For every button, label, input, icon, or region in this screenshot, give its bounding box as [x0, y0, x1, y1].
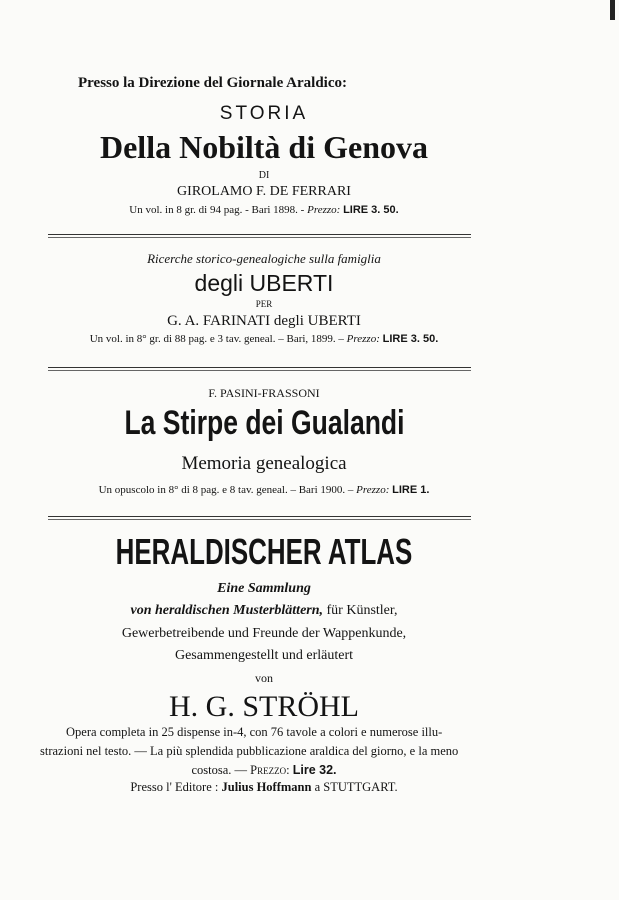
desc-text: costosa. —	[191, 763, 248, 777]
price: Lire 32.	[292, 763, 337, 777]
price-label: Prezzo:	[307, 204, 341, 216]
price-label: Prezzo:	[346, 333, 380, 345]
title-text: HERALDISCHER ATLAS	[115, 531, 413, 572]
subtitle: Ricerche storico-genealogiche sulla famiglia	[147, 251, 381, 266]
subtitle: Memoria genealogica	[181, 453, 347, 474]
divider	[48, 367, 471, 371]
description-line1: Opera completa in 25 dispense in-4, con 76 tavole a colori e numerose illu-	[66, 725, 443, 739]
book-details	[48, 334, 480, 345]
book-title	[48, 531, 480, 572]
description-line3	[48, 764, 480, 777]
title-text: La Stirpe dei Gualandi	[124, 404, 404, 442]
book-title: degli UBERTI	[194, 270, 334, 296]
book-details	[48, 485, 480, 496]
divider	[48, 516, 471, 520]
price: LIRE 1.	[392, 484, 430, 496]
subtitle-line1: Eine Sammlung	[217, 581, 311, 596]
details-text: Un vol. in 8° gr. di 88 pag. e 3 tav. geneal. – Bari, 1899. –	[89, 333, 344, 345]
price: LIRE 3. 50.	[382, 333, 439, 345]
kicker: STORIA	[219, 103, 309, 124]
scan-edge-mark	[610, 0, 615, 20]
subtitle-line2	[48, 604, 480, 618]
by-label: PER	[255, 299, 273, 309]
details-text: Un vol. in 8 gr. di 94 pag. - Bari 1898. -	[129, 204, 305, 216]
publisher-prefix: Presso l' Editore :	[130, 780, 219, 794]
book-title: Della Nobiltà di Genova	[99, 129, 428, 165]
divider	[48, 234, 471, 238]
book-title	[48, 406, 480, 441]
price-label: Prezzo:	[250, 763, 290, 777]
author: G. A. FARINATI degli UBERTI	[167, 313, 361, 329]
subtitle-line4: Gesammengestellt und erläutert	[174, 648, 354, 663]
publisher-suffix: a STUTTGART.	[314, 780, 398, 794]
rest-part: für Künstler,	[326, 603, 398, 618]
price: LIRE 3. 50.	[343, 204, 399, 216]
by-label: von	[255, 671, 273, 685]
publisher-name: Julius Hoffmann	[221, 780, 312, 794]
subtitle-line3: Gewerbetreibende und Freunde der Wappenkunde,	[121, 626, 407, 641]
by-label: DI	[258, 170, 270, 181]
details-text: Un opuscolo in 8° di 8 pag. e 8 tav. geneal. – Bari 1900. –	[98, 484, 354, 496]
book-details	[48, 205, 480, 216]
description-line2: strazioni nel testo. — La più splendida pubblicazione araldica del giorno, e la meno	[40, 744, 459, 758]
publisher-line	[48, 781, 480, 794]
publisher-line: Presso la Direzione del Giornale Araldico:	[78, 75, 347, 91]
author: GIROLAMO F. DE FERRARI	[177, 184, 351, 199]
italic-part: von heraldischen Musterblättern,	[130, 603, 324, 618]
price-label: Prezzo:	[356, 484, 390, 496]
author: H. G. STRÖHL	[168, 690, 359, 723]
author: F. PASINI-FRASSONI	[208, 386, 320, 400]
